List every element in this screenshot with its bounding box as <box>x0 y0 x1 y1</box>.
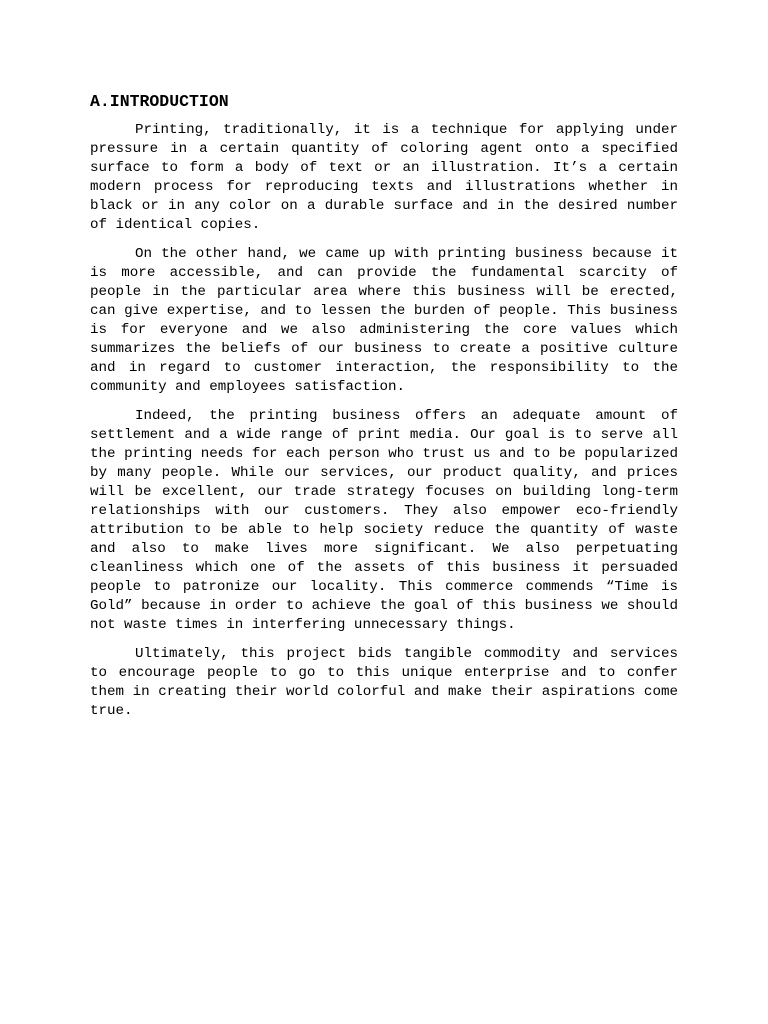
paragraph-conclusion: Ultimately, this project bids tangible commodity and services to encourage people to go to this unique enterprise and to confer them in creating their world colorful and make their aspirations come true. <box>90 646 678 719</box>
section-heading: A.INTRODUCTION <box>90 92 229 111</box>
document-page <box>90 92 678 731</box>
paragraph-business-purpose: On the other hand, we came up with printing business because it is more accessible, and can provide the fundamental scarcity of people in the particular area where this business will be erected, can give expertise, and to lessen the burden of people. This business is for everyone and we also administering the core values which summarizes the beliefs of our business to create a positive culture and in regard to customer interaction, the responsibility to the community and employees satisfaction. <box>90 246 678 395</box>
paragraph-business-goals: Indeed, the printing business offers an adequate amount of settlement and a wide range of print media. Our goal is to serve all the printing needs for each person who trust us and to be popularized by many people. While our services, our product quality, and prices will be excellent, our trade strategy focuses on building long-term relationships with our customers. They also empower eco-friendly attribution to be able to help society reduce the quantity of waste and also to make lives more significant. We also perpetuating cleanliness which one of the assets of this business it persuaded people to patronize our locality. This commerce commends “Time is Gold” because in order to achieve the goal of this business we should not waste times in interfering unnecessary things. <box>90 408 678 633</box>
paragraph-printing-definition: Printing, traditionally, it is a technique for applying under pressure in a certain quantity of coloring agent onto a specified surface to form a body of text or an illustration. It’s a certain modern process for reproducing texts and illustrations whether in black or in any color on a durable surface and in the desired number of identical copies. <box>90 122 678 233</box>
